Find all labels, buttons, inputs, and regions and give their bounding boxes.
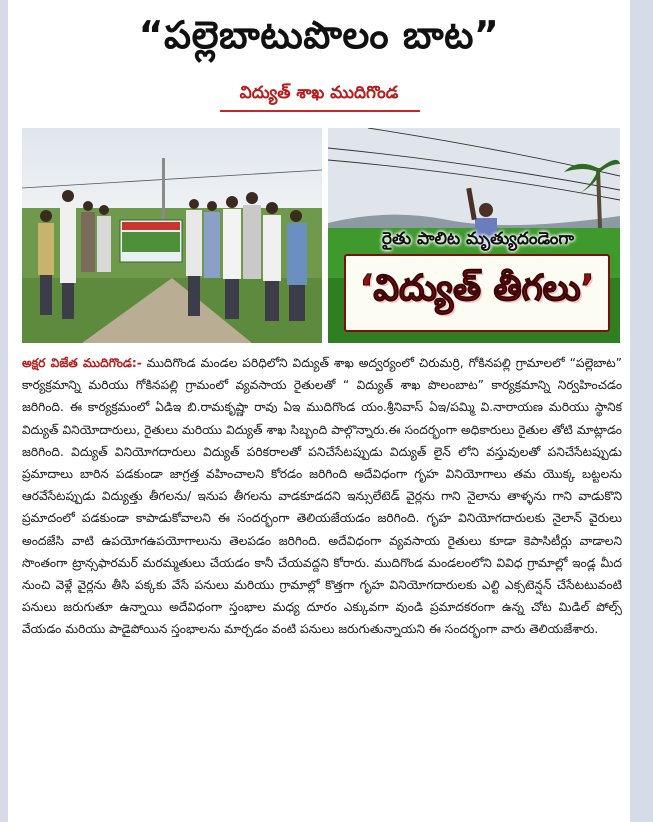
photo-power-lines-field	[328, 128, 620, 343]
photo-caption-title: ‘విద్యుత్ తీగలు’	[359, 268, 595, 309]
group-photo-illustration	[22, 128, 322, 343]
article-text: ముదిగొండ మండల పరిధిలోని విద్యుత్ శాఖ అద్వర్యంలో చిరుమర్రి, గోకినపల్లి గ్రామాలలో “పల్లెబాట” కార్యక్రమాన్ని మరియు గోకినపల్లి గ్రామంలో వ్యవసాయ రైతులతో “ విద్యుత్ శాఖ పొలంబాట” కార్యక్రమాన్ని నిర్వహించడం జరిగింది. ఈ కార్యక్రమంలో ఏడిఇ బి.రామకృష్ణా రావు ఏఇ ముదిగొండ యం.శ్రీనివాస్ ఏఇ/పమ్మి వి.నారాయణ మరియు స్థానిక విద్యుత్ వినియోదారులు, రైతులు మరియు విద్యుత్ శాఖ సిబ్బంది పాల్గొన్నారు.ఈ సందర్భంగా అధికారులు రైతుల తోటి మాట్లాడం జరిగింది. విద్యుత్ వినియోగదారులు విద్యుత్ పరికరాలతో పనిచేసేటప్పుడు విద్యుత్ లైన్ లోని వస్తువులతో పనిచేసేటప్పుడు ప్రమాదాలు బారిన పడకుండా జాగ్రత్త వహించాలని కోరడం జరిగింది అదేవిధంగా గృహ వినియోగాలు తమ యొక్క బట్టలను ఆరవేసేటప్పుడు విద్యుత్తు తీగలను/ ఇనుప తీగలను వాడకూడదని ఇన్సులేటెడ్ వైర్లను గాని నైలాను తాళ్ళను గాని వాడుకొని ప్రమాదంలో పడకుండా కాపాడుకోవాలని ఈ సందర్భంగా తెలియజేయడం జరిగింది. గృహ వినియోగదారులకు నైలాన్ వైరులు అందజేసి వాటి ఉపయోగఉపయోగాలును తెలపడం జరిగింది. అదేవిధంగా వ్యవసాయ రైతులు కూడా కెపాసిటీర్లు వాడాలని సొంతంగా ట్రాన్సఫారమర్ మరమ్మతులు చేయడం కానీ చేయవద్దని కోరారు. ముదిగొండ మండలంలోని వివిధ గ్రామాల్లో ఇండ్ల మీద నుంచి వెళ్లే వైర్లను తీసి పక్కకు వేసే పనులు మరియు గ్రామాల్లో కొత్తగా గృహ వినియోగదారులకు ఎల్టి ఎక్సటెన్షన్ చేసేటటువంటి పనులు జరుగుతూ ఉన్నాయి అదేవిధంగా స్తంభాల మధ్య దూరం ఎక్కువగా వుండి ప్రమాదకరంగా ఉన్న చోట మిడిల్ పోల్స్ వేయడం మరియు పాడైపోయిన స్తంభాలను మార్చడం వంటి పనులు జరుగుతున్నాయని ఈ సందర్భంగా వారు తెలియజేశారు.	[22, 356, 622, 637]
photo-caption-box	[344, 254, 610, 332]
photo-caption-subtitle: రైతు పాలిట మృత్యుదండెంగా	[381, 229, 575, 249]
newspaper-page	[8, 0, 630, 822]
article-body	[22, 352, 622, 641]
subheadline-underline	[220, 110, 420, 112]
article-byline: అక్షర విజేత ముదిగొండ:-	[22, 356, 142, 370]
photo-officials-group	[22, 128, 322, 343]
subheadline: విద్యుత్ శాఖ ముదిగొండ	[239, 83, 399, 103]
headline: “పల్లెబాటుపొలం బాట”	[138, 13, 500, 57]
